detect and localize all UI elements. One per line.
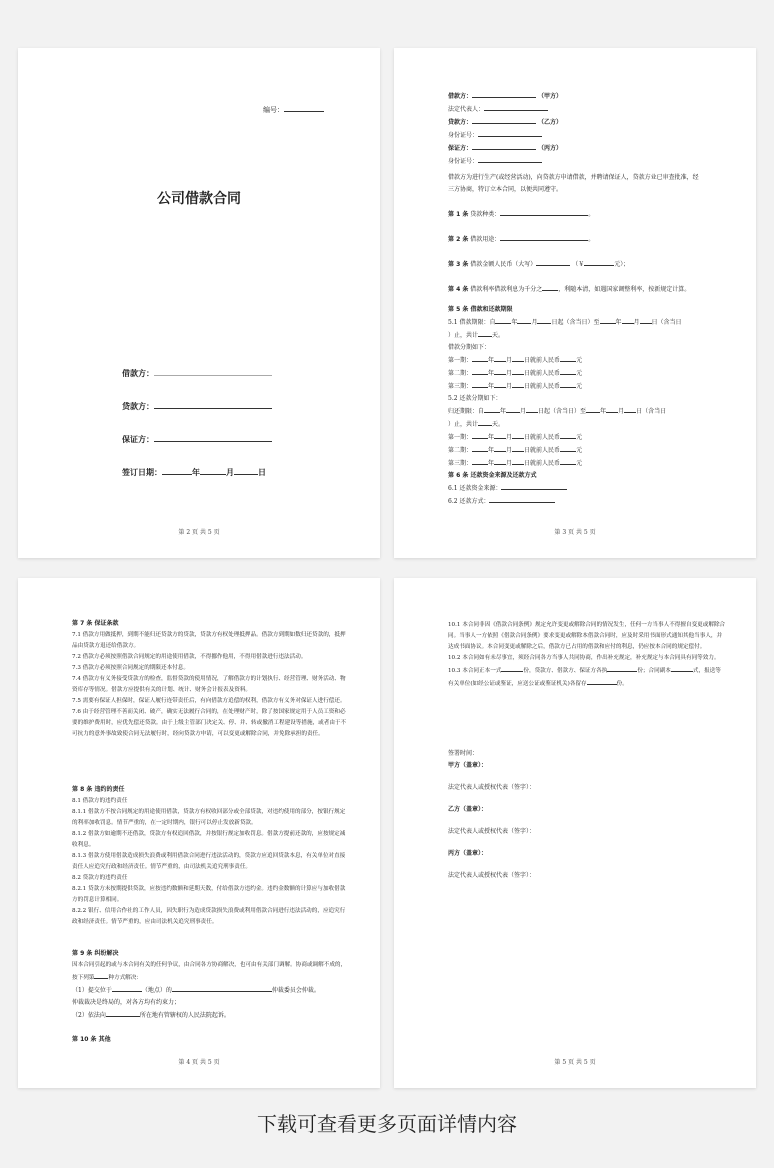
page-number: 第 4 页 共 5 页 (178, 1059, 220, 1066)
page-number: 第 3 页 共 5 页 (554, 529, 596, 536)
page-number: 第 2 页 共 5 页 (178, 529, 220, 536)
contract-number: 编号： (263, 104, 324, 115)
article-8: 第 8 条 违约的责任 8.1 借款方的违约责任 8.1.1 借款方不按合同规定的用途使用借款，贷款方有权收回部分或全部贷款，对违约使用的部分，按银行规定的利率加收罚息。情节严重的，在一定时期内，银行可以停止发放新贷款。 8.1.2 借款方如逾期不还借款，贷款方有权追回借款，并按银行规定加收罚息。借款方提前还款的，应按规定减收利息。 8.1.3 借款方使用借款造成损失浪费或利用借款合同进行违法活动的，贷款方应追回贷款本息，有关单位对直接责任人应追究行政和经济责任。情节严重的，由司法机关追究刑事责任。 8.2 贷款方的违约责任 8.2.1 贷款方未按期提供贷款，应按违约数额和延期天数，付给借款方违约金。违约金数额的计算应与加收借款方的罚息计算相同。 8.2.2 银行、信用合作社的工作人员，因失职行为造成贷款损失浪费或利用借款合同进行违法活动的，应追究行政和经济责任。情节严重的，应由司法机关追究刑事责任。 (72, 786, 346, 925)
articles-1-4: 第 1 条 贷款种类： 。 第 2 条 借款用途： 。 第 3 条 借款金额人民币（大写） （￥ 元）； 第 4 条 借款利率借款利息为千分之 ，利随本清，如遇国家调整利率，按新规定计算。 (448, 208, 726, 296)
intro-paragraph: 借款方为进行生产(或经营活动)，向贷款方申请借款，并聘请保证人，贷款方业已审查批准，经 三方协商，特订立本合同，以便共同遵守。 (448, 174, 699, 193)
document-page-2 (394, 48, 756, 558)
lender-field: 贷款方： (122, 401, 272, 412)
sign-date-field: 签订日期： 年 月 日 (122, 468, 266, 477)
document-page-3 (18, 578, 380, 1088)
guarantor-field: 保证方： (122, 434, 272, 445)
article-7: 第 7 条 保证条款 7.1 借款方用做抵押，到期不能归还贷款方的贷款，贷款方有权处理抵押品。借款方到期如数归还贷款的，抵押品由贷款方退还给借款方。 7.2 借款方必须按照借款合同规定的用途使用借款，不得挪作他用，不得用借款进行违法活动。 7.3 借款方必须按照合同规定的期限还本付息。 7.4 借款方有义务接受贷款方的检查，监督贷款的使用情况，了解借款方的计划执行、经营管理、财务活动、物资库存等情况。借款方应提供有关的计划、统计、财务会计报表及资料。 7.5 需要有保证人担保时，保证人履行连带责任后，有向借款方追偿的权利，借款方有义务对保证人进行偿还。 7.6 由于经营管理不善而关闭、破产，确实无法履行合同的，在处理财产时，除了按国家规定用于人员工资和必要的维护费用时，应优先偿还贷款。由于上级主管部门决定关、停、并、转或撤消工程建设等措施，或者由于不可抗力的意外事故致使合同无法履行时，经向贷款方申请，可以变更或解除合同，并免除承担的责任。 (72, 620, 347, 737)
page-number: 第 5 页 共 5 页 (554, 1059, 596, 1066)
document-page-cover (18, 48, 380, 558)
article-10-body: 10.1 本合同非因《借款合同条例》规定允许变更或解除合同的情况发生，任何一方当事人不得擅自变更或解除合同。当事人一方依照《借款合同条例》要求变更或解除本借款合同时，应及时采用书面形式通知其他当事人，并达成书面协议。本合同变更或解除之后，借款方已占用的借款和应付的利息，仍应按本合同的规定偿付。 10.2 本合同如有未尽事宜，须经合同各方当事人共同协商，作出补充规定，补充规定与本合同具有同等效力。 10.3 本合同正本一式 份，贷款方、借款方、保证方各执 份；合同副本 式，报送等有关单位(如经公证或鉴证，应送公证或鉴证机关)各留存 份。 (448, 622, 726, 687)
article-6: 第 6 条 还款资金来源及还款方式 6.1 还款资金来源： 6.2 还款方式： (448, 470, 726, 508)
article-5: 第 5 条 借款和还款期限 5.1 借款期限：自 年 月 日起（含当日）至 年 月 日（含当日 ）止，共计 天。 借款分期如下： 第一期： 年 月 日就前人民币 元 第二期： 年 月 日就前人民币 元 第三期： 年 月 日就前人民币 元 5.2 还款分期如下： 归还期限：自 年 月 日起（含当日）至 年 月 日（含当日 ）止，共计 天。 第一期： 年 月 日就前人民币 元 第二期： 年 月 日就前人民币 元 第三期： 年 月 日就前人民币 元 (448, 306, 682, 467)
article-9: 第 9 条 纠纷解决 因本合同引起的或与本合同有关的任何争议，由合同各方协商解决，也可由有关部门调解。协商或调解不成的，按下列第 种方式解决： （1）提交位于 （地点）的 仲裁委员会仲裁。 仲裁裁决是终局的，对各方均有约束力； （2）依法向 所在地有管辖权的人民法院起诉。 (72, 950, 347, 1019)
article-10-heading: 第 10 条 其他 (72, 1036, 111, 1043)
contract-title: 公司借款合同 (157, 191, 241, 207)
document-page-4 (394, 578, 756, 1088)
download-more-banner[interactable]: 下载可查看更多页面详情内容 (257, 1112, 517, 1136)
parties-block: 借款方： （甲方） 法定代表人： 贷款方： （乙方） 身份证号： 保证方： （丙方） 身份证号： (448, 90, 726, 168)
borrower-field: 借款方： (122, 368, 272, 379)
signature-block: 签署时间： 甲方（盖章）： 法定代表人或授权代表（签字）： 乙方（盖章）： 法定代表人或授权代表（签字）： 丙方（盖章）： 法定代表人或授权代表（签字）： (448, 750, 536, 879)
